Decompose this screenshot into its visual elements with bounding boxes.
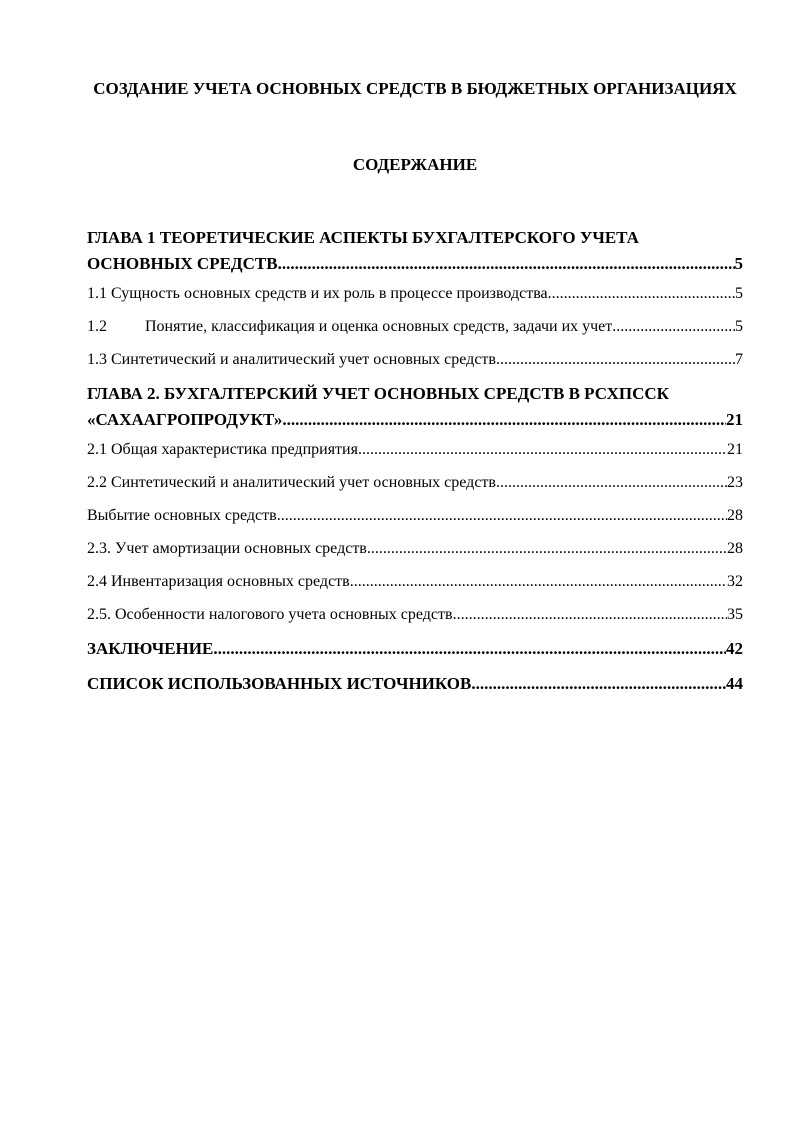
dot-leader [548, 282, 735, 306]
toc-page-number: 21 [727, 441, 743, 458]
toc-page-number: 5 [735, 318, 743, 335]
toc-page-number: 7 [735, 351, 743, 368]
toc-page-number: 42 [726, 639, 743, 658]
toc-entry-title-line-2: ОСНОВНЫХ СРЕДСТВ [87, 254, 278, 273]
toc-entry-title: 1.1 Сущность основных средств и их роль в процессе производства [87, 285, 548, 302]
toc-entry-title: СПИСОК ИСПОЛЬЗОВАННЫХ ИСТОЧНИКОВ [87, 674, 472, 693]
toc-entry-title: 2.4 Инвентаризация основных средств [87, 573, 350, 590]
toc-entry-title: ЗАКЛЮЧЕНИЕ [87, 639, 214, 658]
toc-entry-section-1-3[interactable] [87, 348, 743, 372]
toc-page-number: 32 [727, 573, 743, 590]
dot-leader [367, 537, 727, 561]
dot-leader [277, 504, 727, 528]
toc-page-number: 28 [727, 540, 743, 557]
toc-entry-section-1-2[interactable] [87, 315, 743, 339]
dot-leader [612, 315, 735, 339]
toc-page-number: 5 [735, 285, 743, 302]
toc-entry-title: 1.3 Синтетический и аналитический учет основных средств [87, 351, 496, 368]
toc-entry-title-line-1: ГЛАВА 2. БУХГАЛТЕРСКИЙ УЧЕТ ОСНОВНЫХ СРЕДСТВ В РСХПССК [87, 384, 669, 403]
toc-entry-section-2-1[interactable] [87, 438, 743, 462]
toc-entry-chapter-2[interactable] [87, 381, 743, 433]
toc-entry-title: Выбытие основных средств [87, 507, 277, 524]
dot-leader [213, 636, 726, 662]
table-of-contents [87, 225, 743, 706]
toc-entry-chapter-1[interactable] [87, 225, 743, 277]
toc-page-number: 35 [727, 606, 743, 623]
toc-entry-number: 1.2 [87, 318, 107, 335]
toc-entry-section-2-2[interactable] [87, 471, 743, 495]
toc-page-number: 5 [734, 254, 743, 273]
dot-leader [453, 603, 727, 627]
dot-leader [358, 438, 727, 462]
toc-page-number: 23 [727, 474, 743, 491]
dot-leader [496, 348, 735, 372]
dot-leader [350, 570, 727, 594]
toc-entry-title: 2.1 Общая характеристика предприятия [87, 441, 358, 458]
toc-heading: СОДЕРЖАНИЕ [352, 155, 478, 174]
toc-page-number: 28 [727, 507, 743, 524]
dot-leader [282, 407, 726, 433]
toc-entry-section-2-3[interactable] [87, 537, 743, 561]
toc-entry-section-2-5[interactable] [87, 603, 743, 627]
toc-entry-conclusion[interactable] [87, 636, 743, 662]
dot-leader [471, 671, 726, 697]
document-title: СОЗДАНИЕ УЧЕТА ОСНОВНЫХ СРЕДСТВ В БЮДЖЕТНЫХ ОРГАНИЗАЦИЯХ [93, 79, 737, 98]
toc-entry-title-line-2: «САХААГРОПРОДУКТ» [87, 410, 283, 429]
toc-page-number: 21 [726, 410, 743, 429]
toc-entry-section-1-1[interactable] [87, 282, 743, 306]
toc-entry-title: Понятие, классификация и оценка основных средств, задачи их учет [145, 318, 613, 335]
toc-entry-sources[interactable] [87, 671, 743, 697]
toc-entry-title: 2.3. Учет амортизации основных средств [87, 540, 367, 557]
dot-leader [278, 251, 735, 277]
toc-entry-section-disposal[interactable] [87, 504, 743, 528]
toc-entry-title: 2.2 Синтетический и аналитический учет основных средств [87, 474, 496, 491]
toc-entry-title: 2.5. Особенности налогового учета основных средств [87, 606, 453, 623]
toc-entry-section-2-4[interactable] [87, 570, 743, 594]
dot-leader [496, 471, 727, 495]
toc-page-number: 44 [726, 674, 743, 693]
toc-entry-title-line-1: ГЛАВА 1 ТЕОРЕТИЧЕСКИЕ АСПЕКТЫ БУХГАЛТЕРСКОГО УЧЕТА [87, 228, 639, 247]
